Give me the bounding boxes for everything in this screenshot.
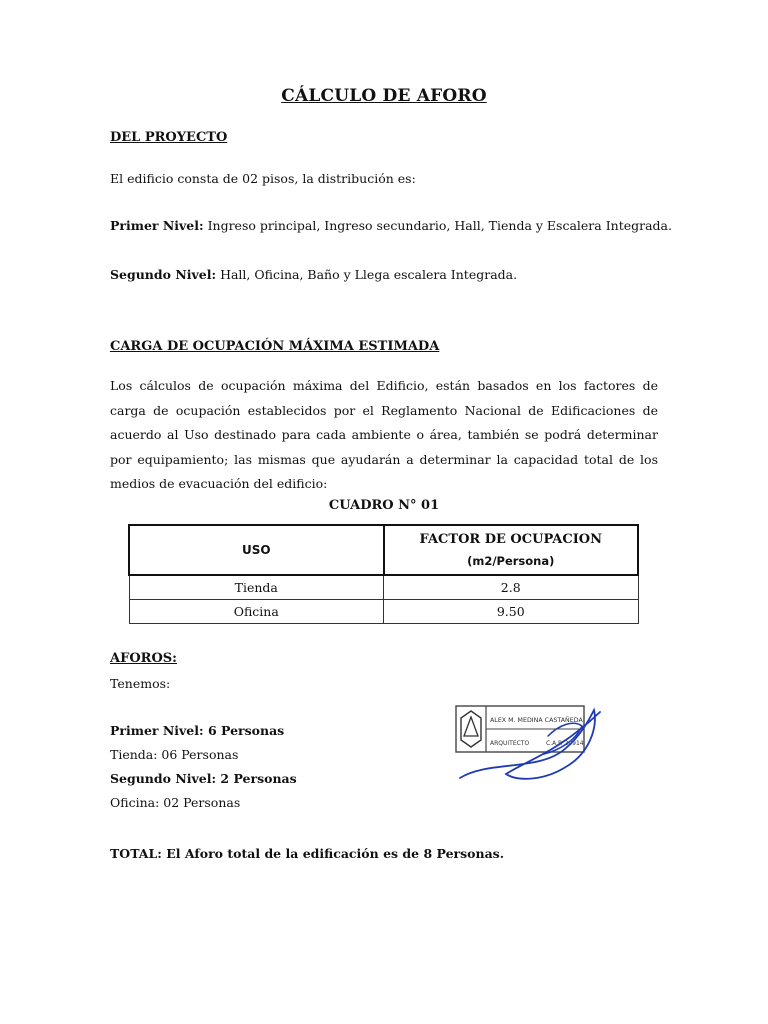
aforos-level2: Segundo Nivel: 2 Personas	[110, 771, 297, 786]
level1-description	[110, 218, 672, 233]
cell-uso: Tienda	[129, 575, 384, 600]
project-intro: El edificio consta de 02 pisos, la distribución es:	[110, 171, 416, 186]
aforos-total: TOTAL: El Aforo total de la edificación es de 8 Personas.	[110, 846, 505, 861]
project-heading: DEL PROYECTO	[110, 130, 228, 145]
aforos-level2-detail: Oficina: 02 Personas	[110, 795, 241, 810]
stamp-name: ALEX M. MEDINA CASTAÑEDA	[490, 717, 583, 724]
header-uso: USO	[129, 525, 384, 575]
occupancy-table	[128, 524, 639, 624]
level2-label: Segundo Nivel:	[110, 267, 217, 282]
cell-uso: Oficina	[129, 600, 384, 624]
header-factor-line2: (m2/Persona)	[467, 554, 555, 568]
triangle-emblem-icon	[464, 717, 478, 736]
table-caption: CUADRO N° 01	[328, 498, 440, 513]
level1-label: Primer Nivel:	[110, 218, 204, 233]
load-paragraph: Los cálculos de ocupación máxima del Edificio, están basados en los factores de carga de ocupación establecidos por el Reglamento Nacional de Edificaciones de acuerdo al Uso destinado para cada ambiente o área, también se podrá determinar por equipamiento; las mismas que ayudarán a determinar la capacidad total de los medios de evacuación del edificio:	[110, 378, 658, 491]
document-title: CÁLCULO DE AFORO	[281, 86, 487, 106]
header-factor-line1: FACTOR DE OCUPACION	[419, 532, 602, 547]
stamp-reg: C.A.P. 20914	[546, 740, 584, 747]
cell-factor: 9.50	[384, 600, 639, 624]
level1-text: Ingreso principal, Ingreso secundario, Hall, Tienda y Escalera Integrada.	[203, 218, 672, 233]
cell-factor: 2.8	[384, 575, 639, 600]
table-row	[129, 600, 638, 624]
table-header-row	[129, 525, 638, 575]
header-factor	[384, 525, 639, 575]
stamp-role: ARQUITECTO	[490, 740, 530, 747]
load-heading: CARGA DE OCUPACIÓN MÁXIMA ESTIMADA	[110, 339, 440, 354]
table-row	[129, 575, 638, 600]
architect-stamp	[448, 700, 608, 790]
aforos-level1: Primer Nivel: 6 Personas	[110, 723, 285, 738]
aforos-intro: Tenemos:	[110, 676, 171, 691]
level2-text: Hall, Oficina, Baño y Llega escalera Integrada.	[216, 267, 518, 282]
aforos-heading: AFOROS:	[110, 651, 177, 666]
aforos-level1-detail: Tienda: 06 Personas	[110, 747, 239, 762]
level2-description	[110, 267, 517, 282]
